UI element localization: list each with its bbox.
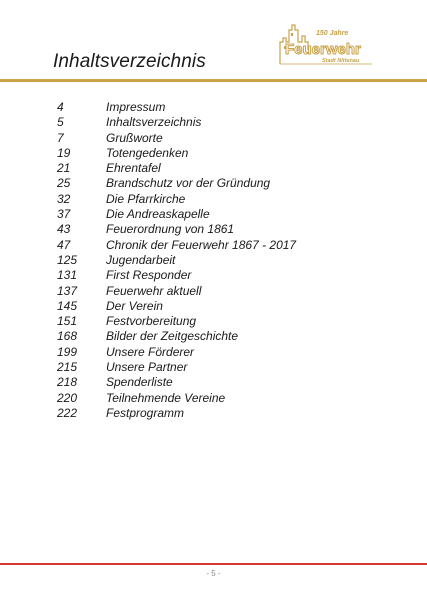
list-item [57, 268, 377, 283]
list-item [57, 253, 377, 268]
list-item [57, 131, 377, 146]
toc-entry-label: Unsere Förderer [106, 344, 195, 359]
toc-entry-label: Inhaltsverzeichnis [106, 115, 202, 130]
toc-page-number: 151 [57, 314, 78, 329]
toc-page-number: 37 [57, 207, 71, 222]
toc-page-number: 21 [57, 161, 71, 176]
castle-logo-icon [276, 20, 376, 72]
toc-entry-label: Brandschutz vor der Gründung [106, 176, 271, 191]
toc-entry-label: Teilnehmende Vereine [106, 390, 226, 405]
list-item [57, 207, 377, 222]
logo-anniversary-text: 150 Jahre [316, 30, 349, 37]
list-item [57, 299, 377, 314]
list-item [57, 176, 377, 191]
toc-page-number: 168 [57, 329, 78, 344]
toc-page-number: 47 [57, 237, 71, 252]
page-number: - 5 - [206, 569, 221, 578]
page-title: Inhaltsverzeichnis [53, 51, 206, 72]
toc-entry-label: First Responder [106, 268, 192, 283]
toc-page-number: 32 [57, 191, 71, 206]
toc-page-number: 131 [57, 268, 78, 283]
toc-page-number: 125 [57, 252, 78, 267]
toc-page-number: 19 [57, 145, 71, 160]
toc-entry-label: Grußworte [106, 130, 163, 145]
toc-entry-label: Impressum [106, 100, 166, 114]
toc-page-number: 4 [57, 100, 64, 114]
toc-page-number: 218 [57, 375, 78, 390]
table-of-contents [57, 100, 377, 421]
toc-entry-label: Der Verein [106, 298, 163, 313]
list-item [57, 115, 377, 130]
list-item [57, 284, 377, 299]
list-item [57, 406, 377, 421]
toc-entry-label: Die Pfarrkirche [106, 191, 186, 206]
toc-entry-label: Bilder der Zeitgeschichte [106, 329, 239, 344]
list-item [57, 345, 377, 360]
footer-divider [0, 563, 427, 565]
toc-entry-label: Feuerordnung von 1861 [106, 222, 235, 237]
list-item [57, 222, 377, 237]
toc-page-number: 25 [57, 176, 71, 191]
list-item [57, 192, 377, 207]
toc-entry-label: Festprogramm [106, 405, 185, 420]
list-item [57, 238, 377, 253]
logo-city-text: Stadt Nittenau [322, 58, 360, 64]
toc-entry-label: Spenderliste [106, 375, 173, 390]
toc-entry-label: Ehrentafel [106, 161, 161, 176]
toc-page-number: 137 [57, 283, 78, 298]
toc-page-number: 215 [57, 360, 78, 375]
toc-entry-label: Feuerwehr aktuell [106, 283, 202, 298]
list-item [57, 329, 377, 344]
toc-page-number: 145 [57, 298, 78, 313]
list-item [57, 100, 377, 115]
list-item [57, 314, 377, 329]
toc-entry-label: Chronik der Feuerwehr 1867 - 2017 [106, 237, 297, 252]
toc-entry-label: Totengedenken [106, 145, 189, 160]
feuerwehr-logo [276, 20, 376, 72]
toc-page-number: 5 [57, 115, 64, 130]
toc-entry-label: Unsere Partner [106, 360, 188, 375]
list-item [57, 391, 377, 406]
toc-page-number: 7 [57, 130, 64, 145]
toc-page-number: 43 [57, 222, 71, 237]
toc-entry-label: Die Andreaskapelle [106, 207, 210, 222]
list-item [57, 161, 377, 176]
toc-page-number: 199 [57, 344, 78, 359]
list-item [57, 360, 377, 375]
toc-entry-label: Festvorbereitung [106, 314, 197, 329]
logo-main-text: Feuerwehr [285, 41, 361, 58]
list-item [57, 375, 377, 390]
toc-page-number: 222 [57, 405, 78, 420]
header-divider [0, 79, 427, 82]
list-item [57, 146, 377, 161]
toc-page-number: 220 [57, 390, 78, 405]
toc-entry-label: Jugendarbeit [106, 252, 176, 267]
